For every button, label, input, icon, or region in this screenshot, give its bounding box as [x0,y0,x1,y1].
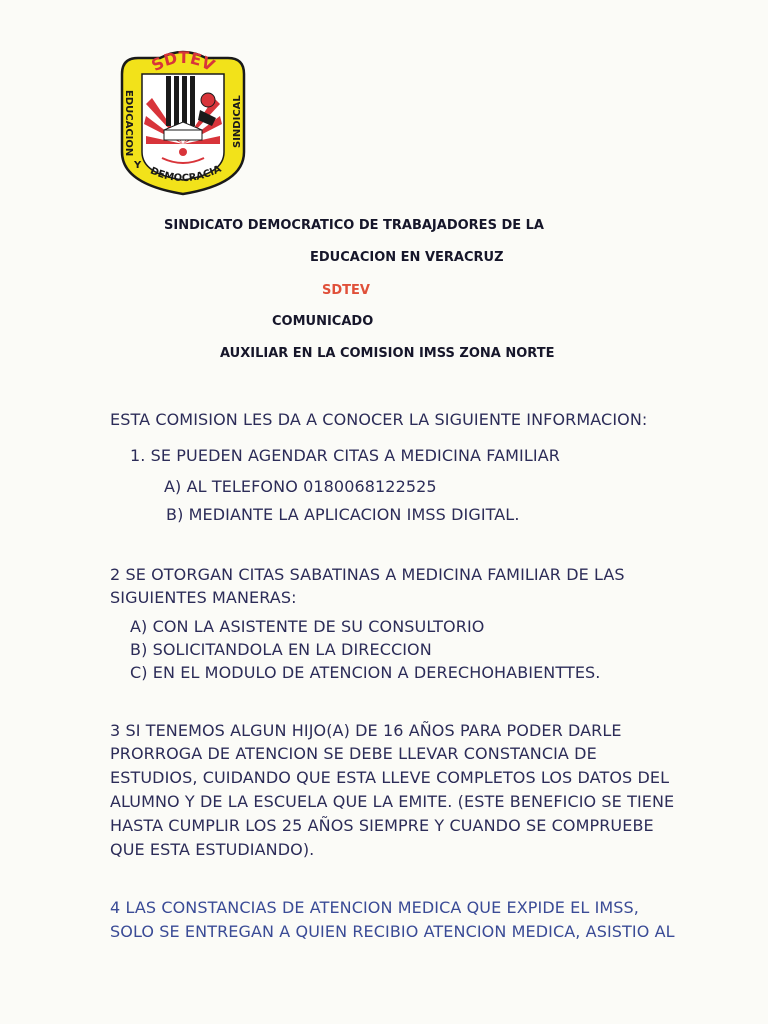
header-line-1: SINDICATO DEMOCRATICO DE TRABAJADORES DE LA [164,218,544,233]
sdtev-logo [112,44,254,196]
item1-title: 1. SE PUEDEN AGENDAR CITAS A MEDICINA FAMILIAR [130,446,560,465]
item2-a: A) CON LA ASISTENTE DE SU CONSULTORIO [130,617,485,636]
header-line-2: EDUCACION EN VERACRUZ [310,250,504,265]
item2-line2: SIGUIENTES MANERAS: [110,588,297,607]
item2-line1: 2 SE OTORGAN CITAS SABATINAS A MEDICINA FAMILIAR DE LAS [110,565,625,584]
item2-c: C) EN EL MODULO DE ATENCION A DERECHOHABIENTTES. [130,663,601,682]
item4-line2: SOLO SE ENTREGAN A QUIEN RECIBIO ATENCION MEDICA, ASISTIO AL [110,922,675,941]
item3-line3: ESTUDIOS, CUIDANDO QUE ESTA LLEVE COMPLETOS LOS DATOS DEL [110,768,670,787]
header-acronym: SDTEV [322,283,370,298]
item3-line6: QUE ESTA ESTUDIANDO). [110,840,315,859]
intro-text: ESTA COMISION LES DA A CONOCER LA SIGUIENTE INFORMACION: [110,410,648,429]
item1-b: B) MEDIANTE LA APLICACION IMSS DIGITAL. [166,505,520,524]
svg-text:SINDICAL [232,95,243,148]
item3-line2: PRORROGA DE ATENCION SE DEBE LLEVAR CONSTANCIA DE [110,744,597,763]
item4-line1: 4 LAS CONSTANCIAS DE ATENCION MEDICA QUE EXPIDE EL IMSS, [110,898,639,917]
logo-top-text: SDTEV [148,47,218,76]
item1-a: A) AL TELEFONO 0180068122525 [164,477,437,496]
header-comunicado: COMUNICADO [272,314,374,329]
logo-and-text: Y [134,160,142,171]
logo-left-text: EDUCACION [123,90,134,157]
item2-b: B) SOLICITANDOLA EN LA DIRECCION [130,640,432,659]
item3-line5: HASTA CUMPLIR LOS 25 AÑOS SIEMPRE Y CUANDO SE COMPRUEBE [110,816,654,835]
item3-line4: ALUMNO Y DE LA ESCUELA QUE LA EMITE. (ESTE BENEFICIO SE TIENE [110,792,675,811]
logo-right-text: SINDICAL [232,95,243,148]
header-subtitle: AUXILIAR EN LA COMISION IMSS ZONA NORTE [220,346,555,361]
item3-line1: 3 SI TENEMOS ALGUN HIJO(A) DE 16 AÑOS PARA PODER DARLE [110,721,622,740]
svg-text:EDUCACION [123,90,134,156]
logo-bottom-text: DEMOCRACIA [148,163,224,185]
